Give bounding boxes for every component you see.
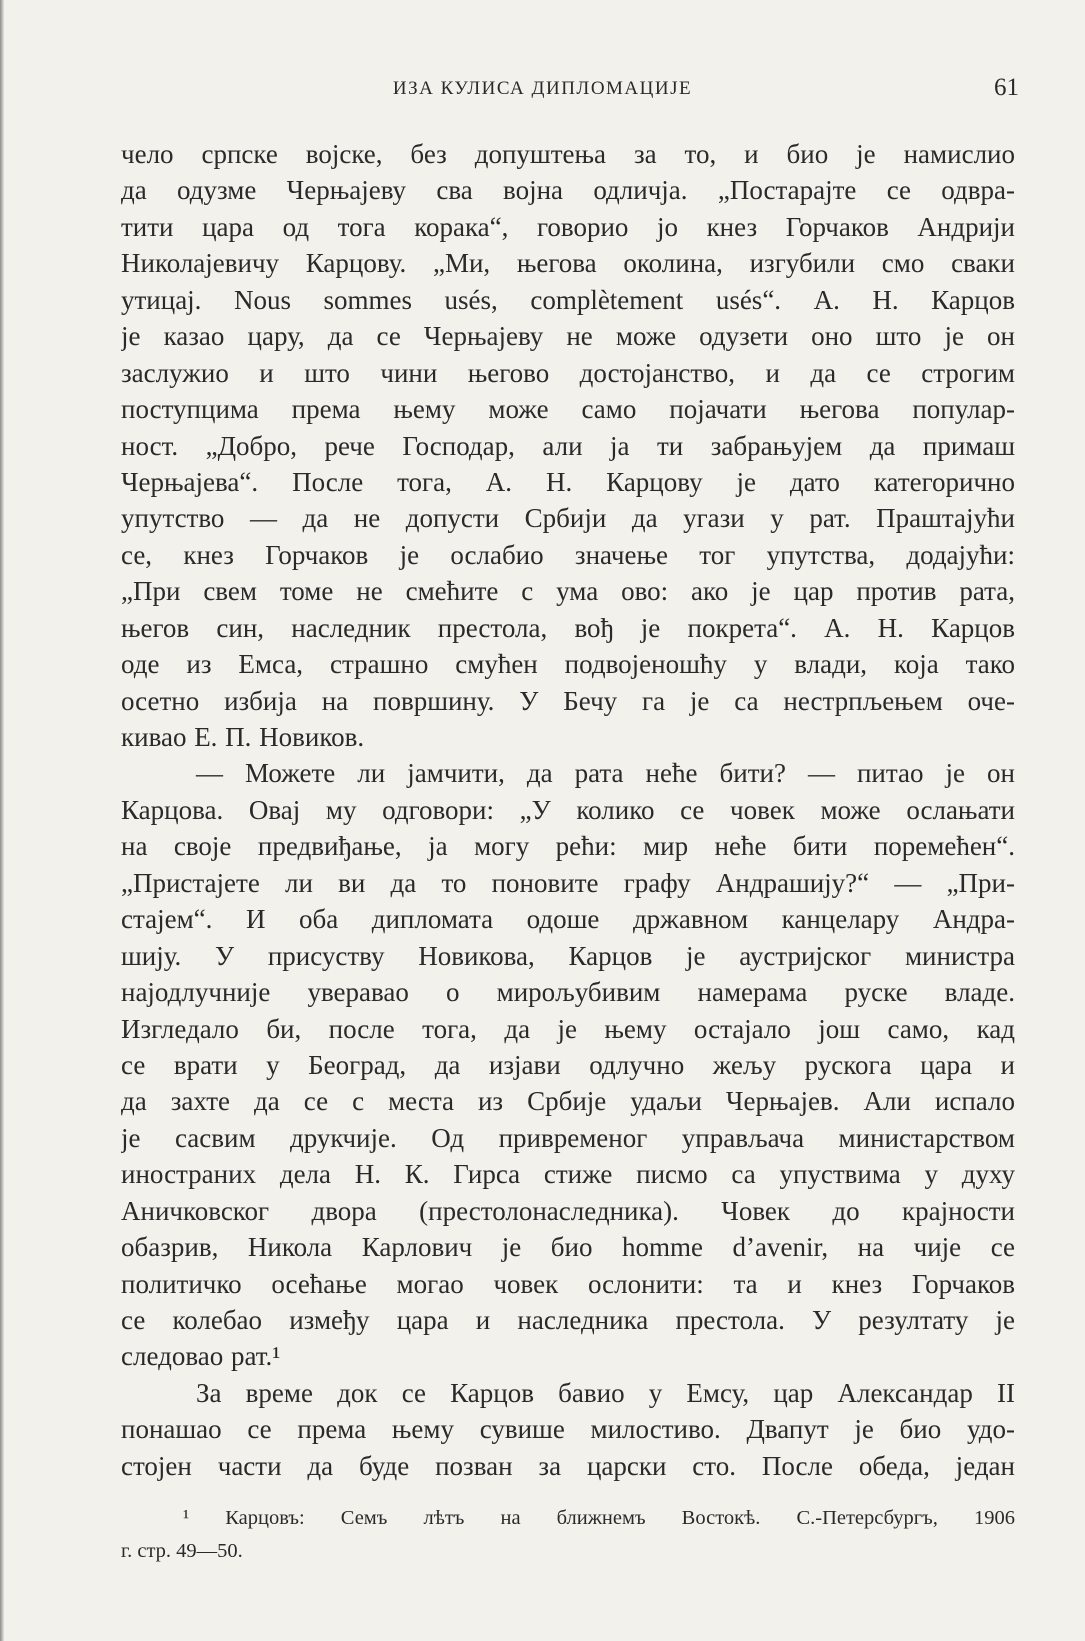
text-line: поступцима према њему може само појачати његова популар- [121, 394, 1015, 425]
text-line: најодлучније уверавао о мирољубивим намерама руске владе. [121, 977, 1015, 1008]
text-line: његов син, наследник престола, вођ је покрета“. А. Н. Карцов [121, 612, 1015, 643]
text-line: упутство — да не допусти Србији да угази у рат. Праштајући [121, 503, 1015, 534]
running-head: ИЗА КУЛИСА ДИПЛОМАЦИЈЕ [392, 78, 693, 99]
text-line: стојен части да буде позван за царски сто. После обеда, један [121, 1450, 1015, 1481]
page-edge [0, 0, 4, 1641]
text-line: се врати у Београд, да изјави одлучно жељу рускога цара и [121, 1049, 1015, 1080]
text-line: тити цара од тога корака“, говорио јо кнез Горчаков Андрији [121, 211, 1015, 242]
text-line: се колебао између цара и наследника престола. У резултату је [121, 1305, 1015, 1335]
text-line: чело српске војске, без допуштења за то, и био је намислио [121, 139, 1015, 169]
text-line: да одузме Черњајеву сва војна одличја. „Постарајте се одвра- [121, 175, 1015, 206]
text-line: да захте да се с места из Србије удаљи Черњајев. Али испало [121, 1086, 1015, 1117]
text-line: је сасвим друкчије. Од привременог управљача министарством [121, 1122, 1015, 1153]
text-line: Аничковског двора (престолонаследника). Човек до крајности [121, 1195, 1015, 1226]
text-line: заслужио и што чини његово достојанство, и да се строгим [121, 357, 1015, 388]
text-line: Черњајева“. После тога, А. Н. Карцову је дато категорично [121, 466, 1015, 497]
text-line: оде из Емса, страшно смућен подвојеношћу у влади, која тако [121, 649, 1015, 680]
text-line: Изгледало би, после тога, да је њему остајало још само, кад [121, 1013, 1015, 1044]
text-line: се, кнез Горчаков је ослабио значење тог упутства, додајући: [121, 539, 1015, 570]
text-line: понашао се према њему сувише милостиво. Двапут је био удо- [121, 1414, 1015, 1445]
text-line: стајем“. И оба дипломата одоше државном канцелару Андра- [121, 904, 1015, 935]
text-line: — Можете ли јамчити, да рата неће бити? — питао је он [196, 758, 1015, 789]
text-line: Карцова. Овај му одговори: „У колико се човек може ослањати [121, 794, 1015, 825]
text-line: Николајевичу Карцову. „Ми, његова околина, изгубили смо сваки [121, 248, 1015, 279]
page-header [0, 74, 1085, 108]
footnote [121, 1502, 1015, 1568]
text-line: шију. У присуству Новикова, Карцов је аустријског министра [121, 940, 1015, 971]
body-text [121, 136, 1015, 1484]
text-line: „Пристајете ли ви да то поновите графу Андрашију?“ — „При- [121, 867, 1015, 898]
page-number: 61 [994, 74, 1019, 101]
text-line: утицај. Nous sommes usés, complètement usés“. А. Н. Карцов [121, 284, 1015, 315]
text-line: обазрив, Никола Карлович је био homme d’avenir, на чије се [121, 1232, 1015, 1263]
text-line: следовао рат.¹ [121, 1341, 281, 1372]
text-line: осетно избија на површину. У Бечу га је са нестрпљењем оче- [121, 685, 1015, 716]
footnote-line: г. стр. 49—50. [121, 1540, 243, 1562]
footnote-line: ¹ Карцовъ: Семъ лѣтъ на ближнемъ Востокѣ. С.-Петерсбургъ, 1906 [183, 1507, 1015, 1529]
text-line: кивао Е. П. Новиков. [121, 722, 365, 752]
text-line: За време док се Карцов бавио у Емсу, цар Александар II [196, 1377, 1015, 1408]
text-line: политичко осећање могао човек ослонити: та и кнез Горчаков [121, 1268, 1015, 1299]
text-line: је казао цару, да се Черњајеву не може одузети оно што је он [121, 321, 1015, 352]
text-line: „При свем томе не смећите с ума ово: ако је цар против рата, [121, 576, 1015, 607]
text-line: ност. „Добро, рече Господар, али ја ти забрањујем да примаш [121, 430, 1015, 461]
text-line: на своје предвиђање, ја могу рећи: мир неће бити поремећен“. [121, 831, 1015, 862]
text-line: иностраних дела Н. К. Гирса стиже писмо са упуствима у духу [121, 1159, 1015, 1190]
